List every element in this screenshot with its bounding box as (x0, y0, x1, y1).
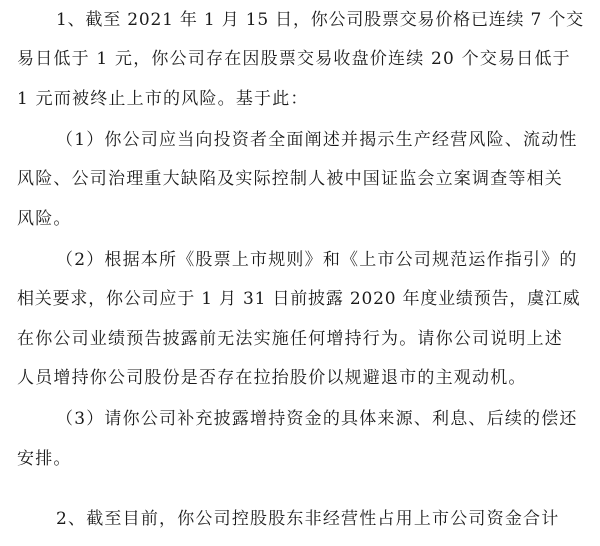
text-line: 在你公司业绩预告披露前无法实施任何增持行为。请你公司说明上述 (17, 329, 563, 349)
text-line: 易日低于 1 元，你公司存在因股票交易收盘价连续 20 个交易日低于 (17, 49, 571, 69)
text-line: （3）请你公司补充披露增持资金的具体来源、利息、后续的偿还 (56, 409, 578, 429)
text-line: 1、截至 2021 年 1 月 15 日，你公司股票交易价格已连续 7 个交 (56, 10, 584, 30)
text-line: （1）你公司应当向投资者全面阐述并揭示生产经营风险、流动性 (56, 130, 578, 150)
text-line: 人员增持你公司股份是否存在拉抬股价以规避退市的主观动机。 (17, 368, 527, 388)
text-line: 安排。 (17, 449, 72, 469)
text-line: 风险、公司治理重大缺陷及实际控制人被中国证监会立案调查等相关 (17, 169, 563, 189)
text-line: （2）根据本所《股票上市规则》和《上市公司规范运作指引》的 (56, 250, 578, 270)
text-line: 风险。 (17, 209, 72, 229)
text-line: 2、截至目前，你公司控股股东非经营性占用上市公司资金合计 (56, 509, 560, 529)
text-line: 相关要求，你公司应于 1 月 31 日前披露 2020 年度业绩预告，虞江威 (17, 289, 581, 309)
text-line: 1 元而被终止上市的风险。基于此： (17, 89, 309, 109)
